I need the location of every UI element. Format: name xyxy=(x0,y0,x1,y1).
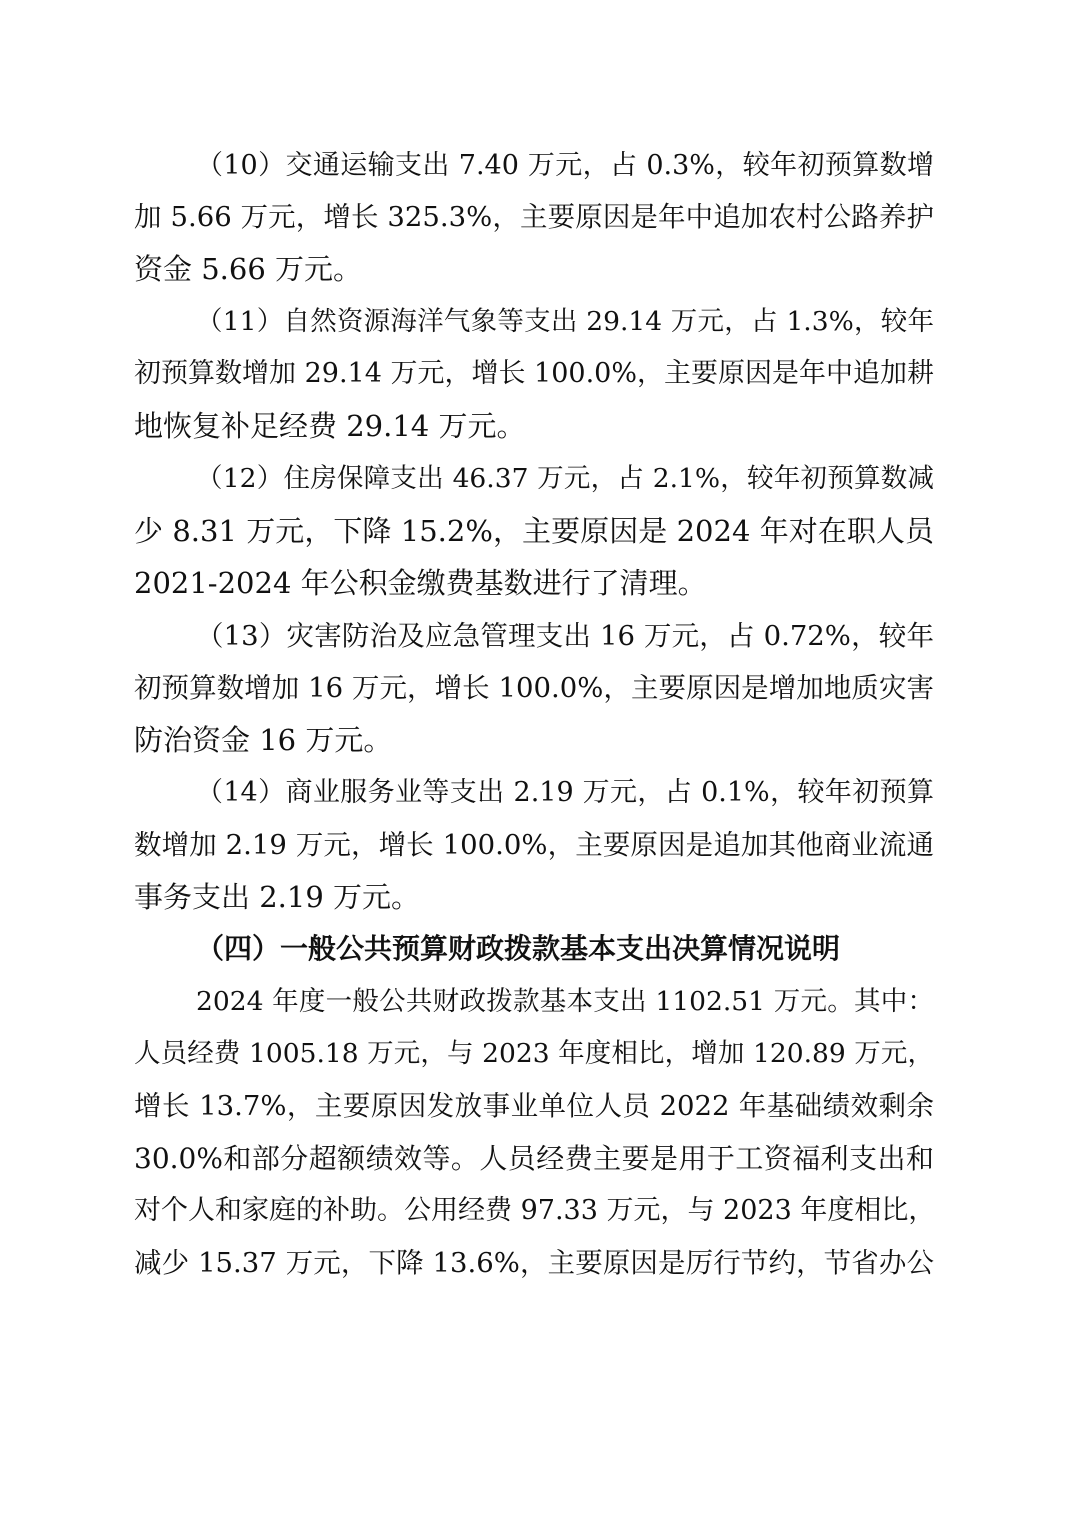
text-line: 2024 年度一般公共财政拨款基本支出 1102.51 万元。其中： xyxy=(196,986,934,1017)
text-line: （13）灾害防治及应急管理支出 16 万元，占 0.72%，较年 xyxy=(196,620,934,652)
text-line: （12）住房保障支出 46.37 万元，占 2.1%，较年初预算数减 xyxy=(196,463,934,494)
text-line: 数增加 2.19 万元，增长 100.0%，主要原因是追加其他商业流通 xyxy=(134,829,934,861)
text-line: 对个人和家庭的补助。公用经费 97.33 万元，与 2023 年度相比， xyxy=(134,1195,936,1226)
text-line: 初预算数增加 16 万元，增长 100.0%，主要原因是增加地质灾害 xyxy=(134,672,934,704)
text-line: 减少 15.37 万元，下降 13.6%，主要原因是厉行节约，节省办公 xyxy=(134,1247,934,1279)
text-line: （10）交通运输支出 7.40 万元，占 0.3%，较年初预算数增 xyxy=(196,150,934,181)
text-line: 事务支出 2.19 万元。 xyxy=(134,880,421,914)
text-line: 初预算数增加 29.14 万元，增长 100.0%，主要原因是年中追加耕 xyxy=(134,358,934,389)
text-line: 资金 5.66 万元。 xyxy=(134,252,363,286)
text-line: 加 5.66 万元，增长 325.3%，主要原因是年中追加农村公路养护 xyxy=(134,201,934,233)
text-line: 少 8.31 万元，下降 15.2%，主要原因是 2024 年对在职人员 xyxy=(134,514,934,548)
text-line: 人员经费 1005.18 万元，与 2023 年度相比，增加 120.89 万元， xyxy=(134,1038,934,1069)
text-line: （14）商业服务业等支出 2.19 万元，占 0.1%，较年初预算 xyxy=(196,777,934,808)
text-line: 地恢复补足经费 29.14 万元。 xyxy=(134,409,526,443)
section-heading: （四）一般公共预算财政拨款基本支出决算情况说明 xyxy=(196,932,841,965)
text-line: 30.0%和部分超额绩效等。人员经费主要是用于工资福利支出和 xyxy=(134,1142,934,1175)
text-line: 增长 13.7%，主要原因发放事业单位人员 2022 年基础绩效剩余 xyxy=(134,1090,934,1122)
text-line: （11）自然资源海洋气象等支出 29.14 万元，占 1.3%，较年 xyxy=(196,306,934,337)
text-line: 防治资金 16 万元。 xyxy=(134,723,393,757)
text-line: 2021-2024 年公积金缴费基数进行了清理。 xyxy=(134,566,707,600)
